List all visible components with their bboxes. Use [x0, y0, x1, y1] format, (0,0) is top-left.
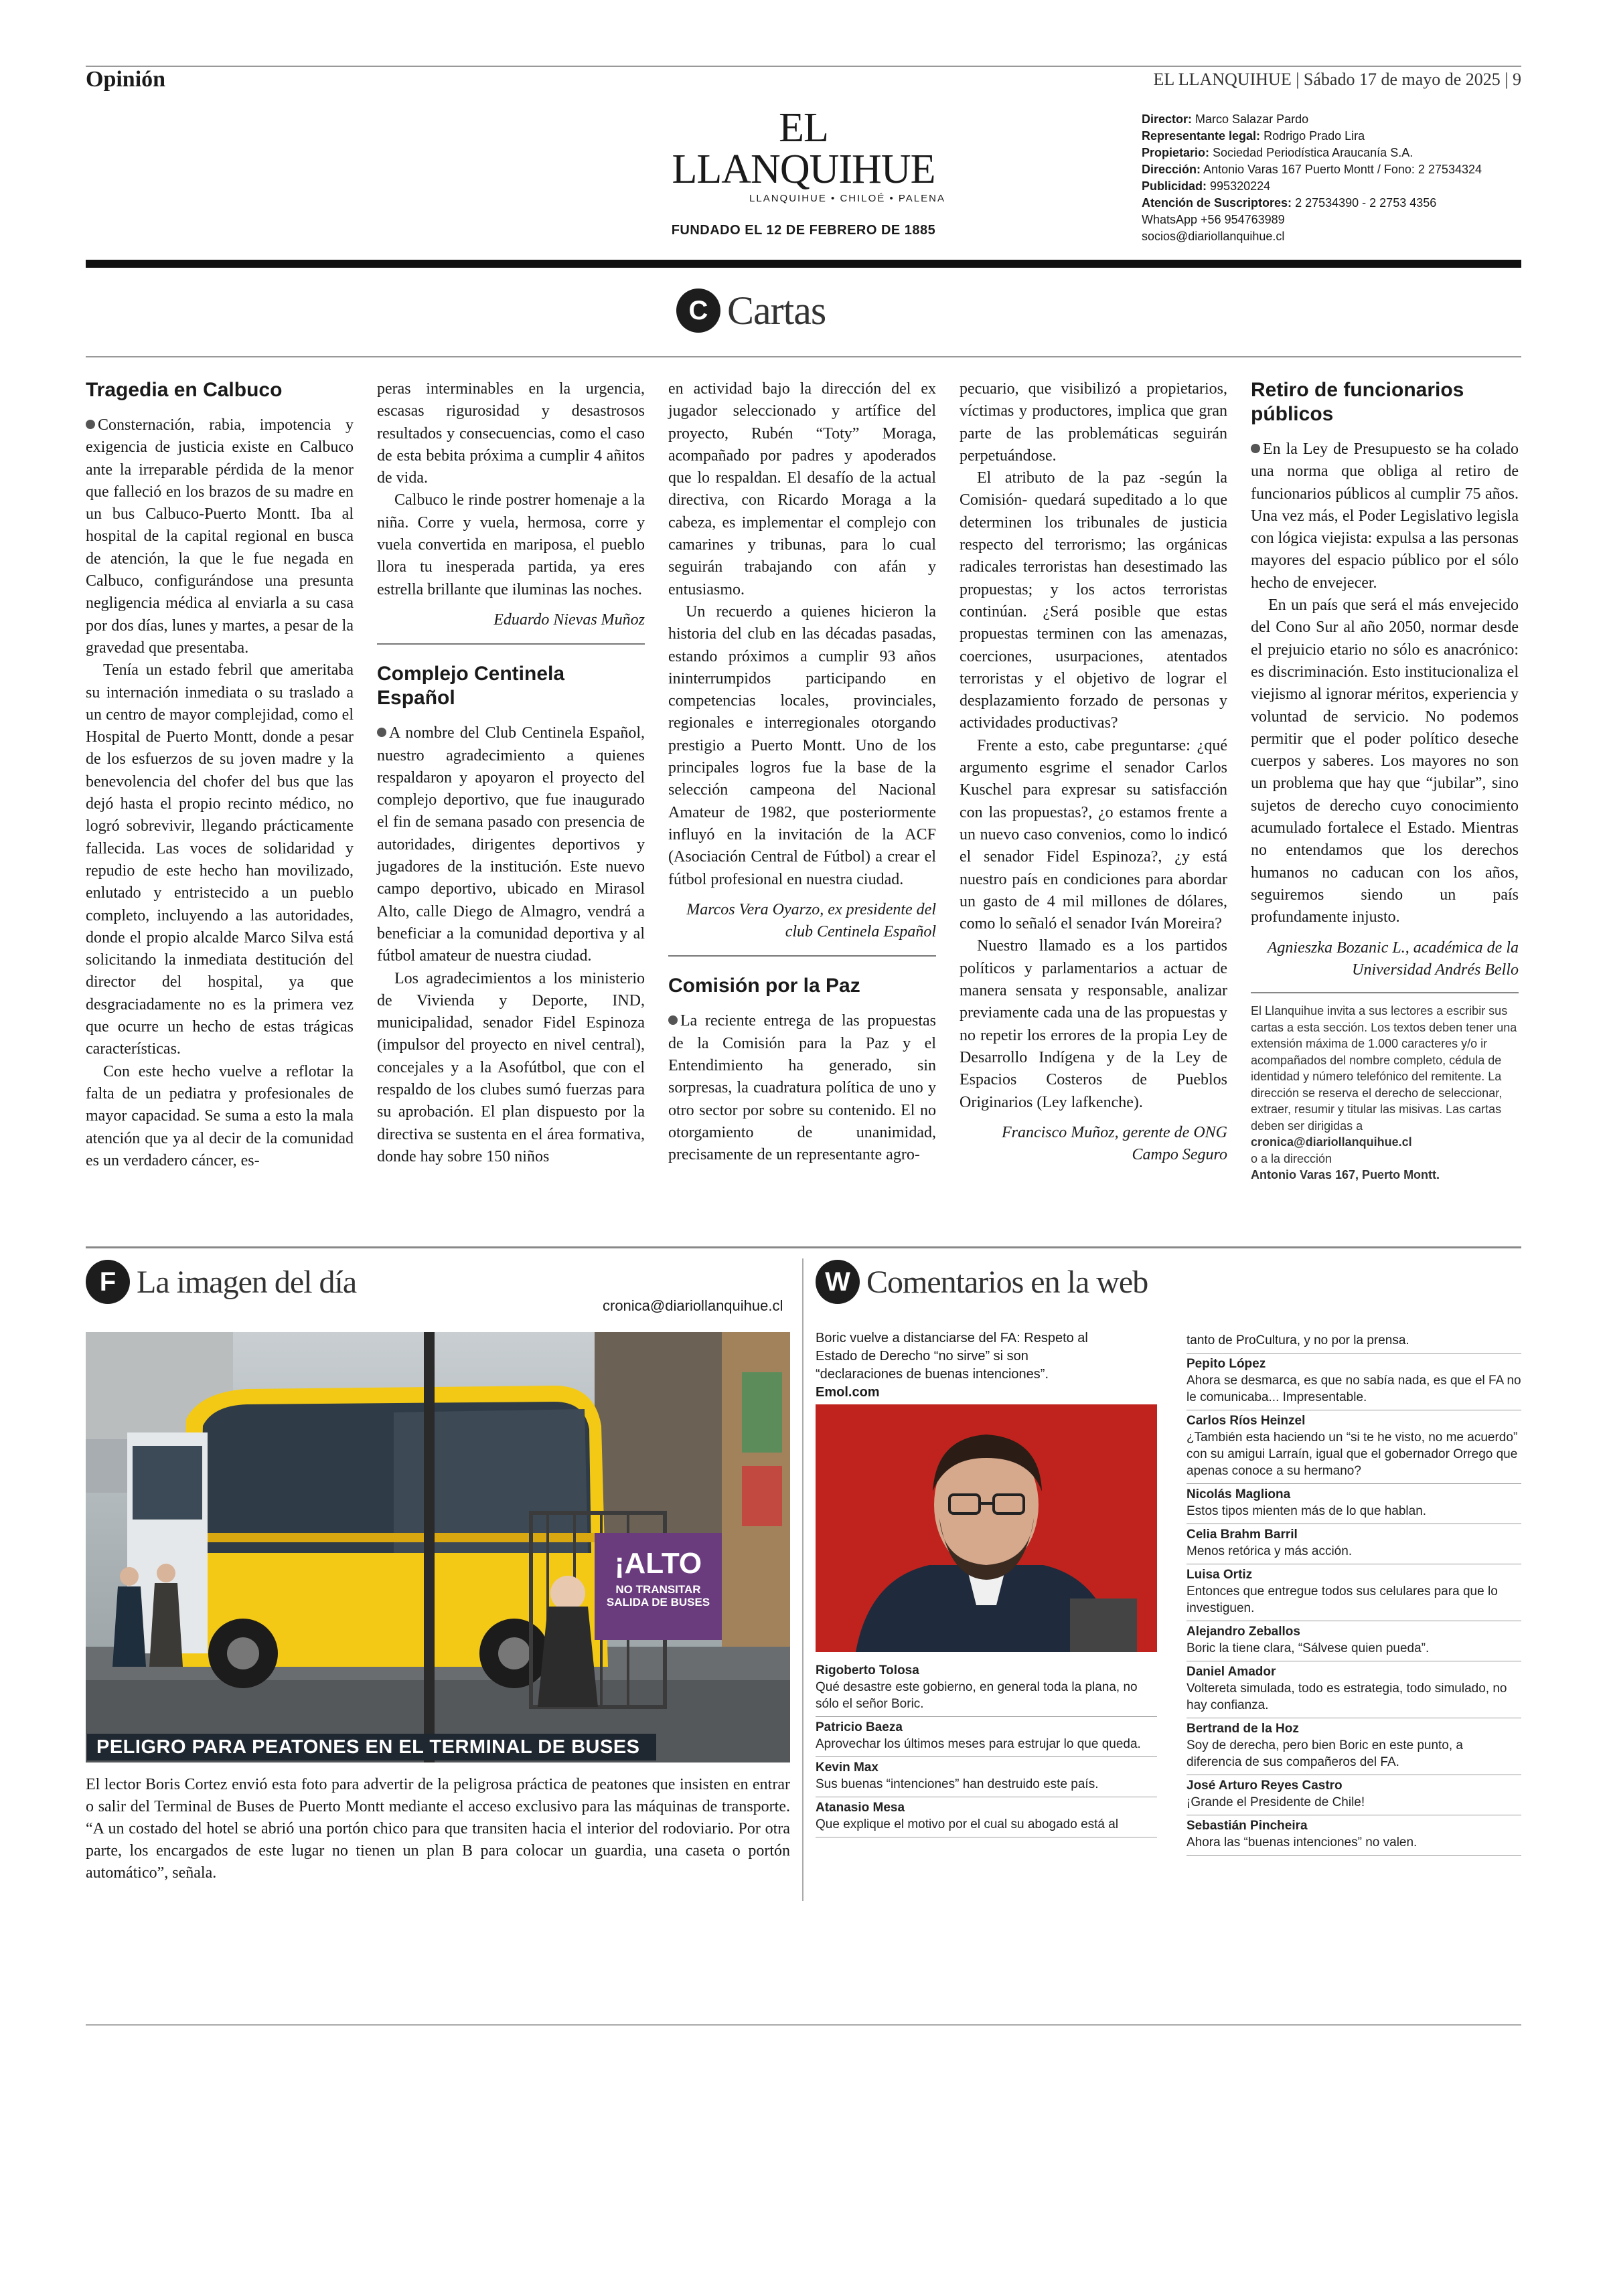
comment-text: Sus buenas “intenciones” han destruido este país.: [816, 1777, 1099, 1791]
photo-caption: PELIGRO PARA PEATONES EN EL TERMINAL DE BUSES: [87, 1734, 656, 1760]
note-email: cronica@diariollanquihue.cl: [1251, 1135, 1412, 1149]
letter-column-4: [960, 378, 1227, 1166]
comment-text: Que explique el motivo por el cual su abogado está al: [816, 1817, 1119, 1831]
comments-list-a: [816, 1660, 1157, 1837]
comment-item: [1187, 1484, 1521, 1524]
comment-text: Soy de derecha, pero bien Boric en este punto, a diferencia de sus compañeros del FA.: [1187, 1738, 1463, 1769]
comment-author: Alejandro Zeballos: [1187, 1625, 1300, 1639]
letter-paragraph: Consternación, rabia, impotencia y exigencia de justicia existe en Calbuco ante la irreparable pérdida de la menor que falleció en los brazos de su madre en un bus Calbuco-Puerto Montt. Iba al hospital de la capital regional en busca de atención, la que le fue negada en Calbuco, configurándose una presunta negligencia médica al enviarla a su casa por dos días, lunes y martes, a pesar de la gravedad que presentaba.: [86, 416, 354, 657]
letter-signature: Eduardo Nievas Muñoz: [493, 610, 645, 629]
letter-paragraph: La reciente entrega de las propuestas de la Comisión para la Paz y el Entendimiento ha generado, sin sorpresas, la cuadratura política de uno y otro sector por sobre su contenido. El no otorgamiento de unanimidad, precisamente de un representante agro-: [668, 1012, 936, 1164]
letter-signature: Agnieszka Bozanic L., académica de la Universidad Andrés Bello: [1267, 938, 1519, 979]
comment-item: [816, 1757, 1157, 1797]
bullet-icon: [668, 1015, 678, 1025]
letter-paragraph: Con este hecho vuelve a reflotar la falta de un pediatra y profesionales de mayor capacidad. Se suma a esto la mala atención que ya al decir de la comunidad es un verdadero cáncer, es-: [86, 1062, 354, 1169]
imagen-header: [86, 1260, 356, 1304]
comment-item: [1187, 1815, 1521, 1856]
staff-value: Marco Salazar Pardo: [1195, 112, 1309, 126]
staff-line: [1142, 161, 1543, 178]
letter-paragraph: Tenía un estado febril que ameritaba su internación inmediata o su traslado a un centro de mayor complejidad, como el Hospital de Puerto Montt, donde a pesar de los esfuerzos de su joven madre y la benevolencia del chofer del bus que las dejó hasta el propio recinto médico, no logró sobrevivir, llegando prácticamente fallecida. Las voces de solidaridad y repudio de este hecho han movilizado, enlutado y entristecido a un pueblo completo, incluyendo a las autoridades, donde el propio alcalde Marco Silva está solicitando la inmediata destitución del director del hospital, ya que desgraciadamente no es la primera vez que ocurre un hecho de estas trágicas características.: [86, 661, 354, 1058]
logo-subtitle: LLANQUIHUE • CHILOÉ • PALENA: [749, 193, 945, 204]
alto-sign-text: ¡ALTO: [614, 1547, 702, 1580]
staff-value: socios@diariollanquihue.cl: [1142, 230, 1285, 243]
staff-value: Sociedad Periodística Araucanía S.A.: [1213, 146, 1413, 159]
letter-paragraph: A nombre del Club Centinela Español, nuestro agradecimiento a quienes respaldaron y apoyaron el proyecto del complejo deportivo, que fue inaugurado el fin de semana pasado con presencia de autoridades, dirigentes deportivos y jugadores de la institución. Este nuevo campo deportivo, ubicado en Mirasol Alto, calle Diego de Almagro, vendrá a beneficiar a la comunidad deportiva y al fútbol amateur de nuestra ciudad.: [377, 724, 645, 965]
letter-paragraph: En la Ley de Presupuesto se ha colado una norma que obliga al retiro de funcionarios públicos al cumplir 75 años. Una vez más, el Poder Legislativo legisla con lógica viejista: expulsa a las personas mayores del espacio público por el sólo hecho de envejecer.: [1251, 440, 1519, 592]
letter-paragraph: Nuestro llamado es a los partidos políticos y parlamentarios a actuar de manera sensata y responsable, analizar previamente cada una de las propuestas y no repetir los errores de la propia Ley de Desarrollo Indígena y de la Ley de Espacios Costeros de Pueblos Originarios (Ley lafkenche).: [960, 937, 1227, 1111]
comment-item: [1187, 1524, 1521, 1564]
submission-note: [1251, 992, 1519, 1183]
bullet-icon: [377, 728, 386, 737]
web-headline: [816, 1329, 1097, 1402]
staff-value: 995320224: [1210, 179, 1271, 193]
bullet-icon: [86, 420, 95, 429]
staff-value: 2 27534390 - 2 2753 4356: [1295, 196, 1437, 210]
staff-label: Atención de Suscriptores:: [1142, 196, 1292, 210]
comment-author: Luisa Ortiz: [1187, 1568, 1253, 1582]
letter-headline: Tragedia en Calbuco: [86, 379, 283, 401]
letter-column-5: [1251, 378, 1519, 1183]
letter-paragraph: Calbuco le rinde postrer homenaje a la niña. Corre y vuela, hermosa, corre y vuela convertida en mariposa, el pueblo llora tu inesperada partida, ya eres estrella brillante que iluminas las noches.: [377, 491, 645, 598]
staff-line: [1142, 111, 1543, 128]
comment-author: José Arturo Reyes Castro: [1187, 1779, 1343, 1793]
comment-item: [1187, 1621, 1521, 1661]
staff-line: [1142, 212, 1543, 228]
comment-text: Aprovechar los últimos meses para estrujar lo que queda.: [816, 1737, 1141, 1751]
letter-paragraph: Un recuerdo a quienes hicieron la historia del club en las décadas pasadas, estando próximos a cumplir 93 años ininterrumpidos participando en competencias locales, provinciales, regionales e interregionales otorgando prestigio a Puerto Montt. Uno de los principales logros fue la base de la selección campeona del Nacional Amateur de 1982, que posteriormente influyó en la invitación de la ACF (Asociación Central de Fútbol) a crear el fútbol profesional en nuestra ciudad.: [668, 602, 936, 888]
letter-paragraph: El atributo de la paz -según la Comisión- quedará supeditado a lo que determinen los tribunales de justicia respecto del terrorismo; las orgánicas radicales terroristas han desestimado las propuestas; y los actos terroristas continúan. ¿Será posible que estas propuestas terminen con las amenazas, coerciones, usurpaciones, atentados terroristas y el objetivo de lograr el desplazamiento forzado de personas y actividades productivas?: [960, 469, 1227, 732]
web-title: Comentarios en la web: [866, 1264, 1148, 1300]
staff-label: Publicidad:: [1142, 179, 1207, 193]
comment-author: Rigoberto Tolosa: [816, 1663, 919, 1677]
comment-text: Estos tipos mienten más de lo que hablan.: [1187, 1504, 1427, 1518]
masthead-date: EL LLANQUIHUE | Sábado 17 de mayo de 2025 | 9: [1153, 70, 1521, 89]
comment-author: Pepito López: [1187, 1357, 1266, 1371]
letter-signature: Marcos Vera Oyarzo, ex presidente del club Centinela Español: [686, 900, 936, 941]
letter-paragraph: pecuario, que visibilizó a propietarios, víctimas y productores, implica que gran parte de las problemáticas seguirán perpetuándose.: [960, 380, 1227, 465]
comment-text: Ahora las “buenas intenciones” no valen.: [1187, 1835, 1418, 1850]
letter-column-2: [377, 378, 645, 1168]
comment-item: [1187, 1718, 1521, 1775]
bullet-icon: [1251, 444, 1260, 453]
comment-author: Sebastián Pincheira: [1187, 1819, 1308, 1833]
photo-description: El lector Boris Cortez envió esta foto para advertir de la peligrosa práctica de peatones que insisten en entrar o salir del Terminal de Buses de Puerto Montt mediante el acceso exclusivo para las máquinas de transporte. “A un costado del hotel se abrió una portón chico para que transiten hacia el interior del rodoviario. Por otra parte, los encargados de este lugar no tienen un plan B para colocar un guardia, una caseta o portón automático”, señala.: [86, 1776, 790, 1882]
comment-author: Kevin Max: [816, 1760, 878, 1775]
staff-label: Dirección:: [1142, 163, 1201, 176]
letter-paragraph: peras interminables en la urgencia, escasas rigurosidad y desastrosos resultados y consecuencias, como el caso de esta bebita próxima a cumplir 4 añitos de vida.: [377, 380, 645, 487]
comment-item: [816, 1797, 1157, 1837]
web-headline-text: Boric vuelve a distanciarse del FA: Respeto al Estado de Derecho “no sirve” si son “declaraciones de buenas intenciones”.: [816, 1331, 1088, 1382]
letter-headline: Retiro de funcionarios públicos: [1251, 379, 1464, 425]
staff-line: [1142, 228, 1543, 245]
staff-line: [1142, 145, 1543, 161]
staff-value: Antonio Varas 167 Puerto Montt / Fono: 2 27534324: [1203, 163, 1482, 176]
comment-author: Carlos Ríos Heinzel: [1187, 1414, 1306, 1428]
letter-headline: Complejo Centinela Español: [377, 663, 565, 710]
portrait-photo: [816, 1404, 1157, 1652]
portrait-illustration: [816, 1404, 1157, 1652]
imagen-email: cronica@diariollanquihue.cl: [603, 1297, 783, 1314]
staff-line: [1142, 128, 1543, 145]
comment-item: [816, 1660, 1157, 1717]
comment-item: [1187, 1775, 1521, 1815]
web-source: Emol.com: [816, 1385, 880, 1400]
staff-label: Representante legal:: [1142, 129, 1261, 143]
staff-line: [1142, 178, 1543, 195]
staff-value: WhatsApp +56 954763989: [1142, 213, 1285, 226]
cartas-header: [676, 286, 826, 335]
comment-text: Voltereta simulada, todo es estrategia, todo simulado, no hay confianza.: [1187, 1682, 1507, 1712]
note-or: o a la dirección: [1251, 1151, 1332, 1165]
comment-item: [816, 1717, 1157, 1757]
letter-column-1: [86, 378, 354, 1172]
alto-sign-subtext: NO TRANSITAR SALIDA DE BUSES: [606, 1583, 710, 1609]
section-title: Opinión: [86, 67, 166, 92]
cartas-title: Cartas: [727, 288, 826, 333]
comment-item: [1187, 1661, 1521, 1718]
staff-label: Propietario:: [1142, 146, 1210, 159]
comment-author: Daniel Amador: [1187, 1665, 1276, 1679]
cartas-badge-icon: C: [676, 289, 720, 333]
comment-author: Nicolás Magliona: [1187, 1487, 1291, 1501]
staff-value: Rodrigo Prado Lira: [1264, 129, 1365, 143]
comment-author: Patricio Baeza: [816, 1720, 903, 1734]
comment-text: Entonces que entregue todos sus celulares para que lo investiguen.: [1187, 1584, 1498, 1615]
letter-paragraph: en actividad bajo la dirección del ex jugador seleccionado y artífice del proyecto, Rubén “Toty” Moraga, acompañado por padres y apoderados que lo respaldan. El desafío de la actual directiva, con Ricardo Moraga a la cabeza, es implementar el complejo con camarines y tribunas, para lo cual seguirán trabajando con afán y entusiasmo.: [668, 380, 936, 598]
comment-author: Celia Brahm Barril: [1187, 1528, 1298, 1542]
letter-paragraph: Frente a esto, cabe preguntarse: ¿qué argumento esgrime el senador Carlos Kuschel para expresar su satisfacción con las propuestas?, ¿o estamos frente a un nuevo caso convenios, como lo indicó el senador Fidel Espinoza?, ¿y está nuestro país en condiciones para abordar un gasto de 4 mil millones de dólares, como lo señaló el senador Iván Moreira?: [960, 736, 1227, 933]
comment-text: Ahora se desmarca, es que no sabía nada, es que el FA no le comunicaba... Impresentable.: [1187, 1374, 1521, 1404]
comment-item: [1187, 1354, 1521, 1410]
letter-headline: Comisión por la Paz: [668, 975, 860, 997]
note-address: Antonio Varas 167, Puerto Montt.: [1251, 1168, 1440, 1182]
comment-text: Menos retórica y más acción.: [1187, 1544, 1353, 1558]
letter-paragraph: Los agradecimientos a los ministerio de Vivienda y Deporte, IND, municipalidad, senador Fidel Espinoza (impulsor del proyecto en nivel central), concejales y a la Asofútbol, que con el respaldo de los clubes sumó fuerzas para su aprobación. El plan dispuesto por la directiva se sustenta en el área formativa, donde hay sobre 150 niños: [377, 969, 645, 1165]
comments-list-b: [1187, 1332, 1521, 1856]
web-badge-icon: W: [816, 1260, 860, 1304]
letter-paragraph: En un país que será el más envejecido del Cono Sur al año 2050, normar desde el prejuicio etario no sólo es anacrónico: es discriminación. Esto institucionaliza el viejismo al ignorar méritos, experiencia y voluntad de servicio. No podemos permitir que el poder político deseche cuerpos y saberes. Los mayores no son un problema que hay que “jubilar”, sino sujetos de derecho cuyo conocimiento acumulado fortalece el Estado. Mientras no entendamos que los derechos humanos no caducan con los años, seguiremos siendo un país profundamente injusto.: [1251, 596, 1519, 926]
web-header: [816, 1260, 1148, 1304]
logo-name: EL LLANQUIHUE: [672, 105, 935, 192]
bus-terminal-photo: [86, 1332, 790, 1762]
comments-list-b-items: [1187, 1354, 1521, 1856]
comment-item: [1187, 1410, 1521, 1484]
comment-text: ¡Grande el Presidente de Chile!: [1187, 1795, 1365, 1809]
staff-label: Director:: [1142, 112, 1193, 126]
comment-item: [1187, 1564, 1521, 1621]
comment-text: Qué desastre este gobierno, en general toda la plana, no sólo el señor Boric.: [816, 1680, 1138, 1711]
letter-column-3: [668, 378, 936, 1167]
comment-author: Bertrand de la Hoz: [1187, 1722, 1299, 1736]
comment-text: Boric la tiene clara, “Sálvese quien pueda”.: [1187, 1641, 1430, 1655]
staff-box: [1142, 111, 1543, 245]
comment-text: ¿También esta haciendo un “si te he visto, no me acuerdo” con su amigui Larraín, igual que el gobernador Orrego que apenas conoce a su hermano?: [1187, 1430, 1518, 1478]
founded-date: FUNDADO EL 12 DE FEBRERO DE 1885: [671, 223, 936, 238]
letter-signature: Francisco Muñoz, gerente de ONG Campo Seguro: [1001, 1123, 1227, 1164]
comment-author: Atanasio Mesa: [816, 1801, 905, 1815]
staff-line: [1142, 195, 1543, 212]
note-text: El Llanquihue invita a sus lectores a escribir sus cartas a esta sección. Los textos deben tener una extensión máxima de 1.000 caracteres y/o ir acompañados del nombre completo, cédula de identidad y número telefónico del remitente. La dirección se reserva el derecho de seleccionar, extraer, resumir y titular las misivas. Las cartas deben ser dirigidas a: [1251, 1004, 1517, 1133]
comment-continuation: tanto de ProCultura, y no por la prensa.: [1187, 1332, 1521, 1354]
bus-photo-illustration: [86, 1332, 790, 1762]
imagen-badge-icon: F: [86, 1260, 130, 1304]
imagen-title: La imagen del día: [137, 1264, 357, 1300]
newspaper-logo: [656, 107, 951, 238]
